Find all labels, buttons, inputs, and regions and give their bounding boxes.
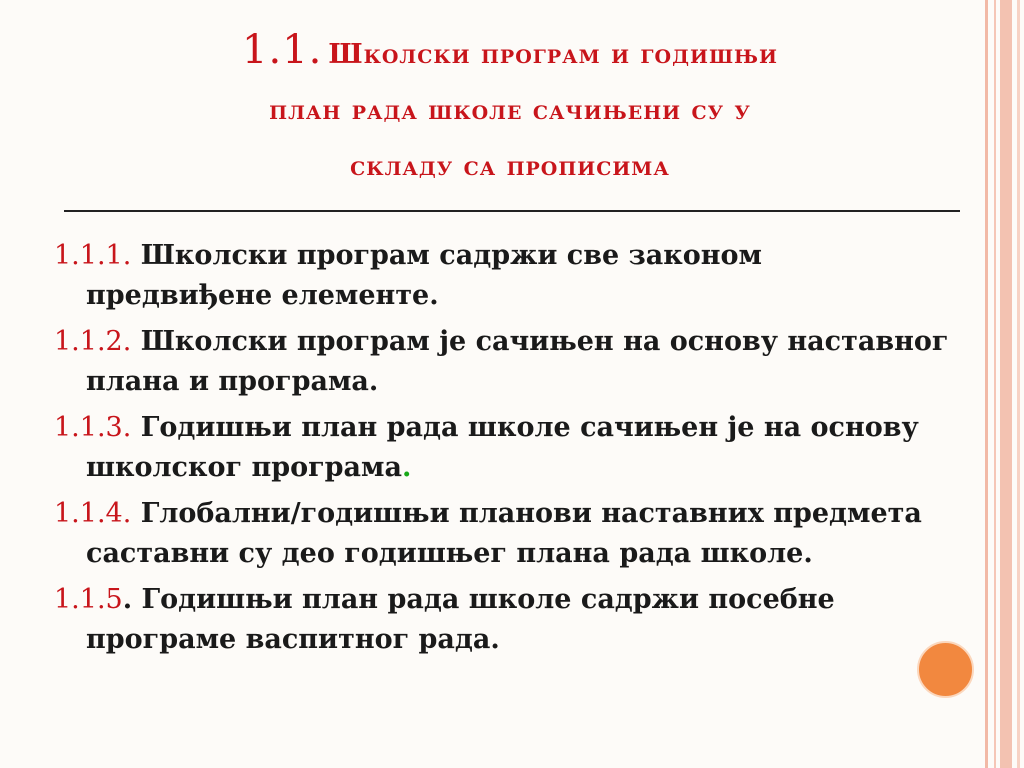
title-line-2: план рада школе сачињени су у (269, 95, 751, 126)
title-text-1: Школски програм и годишњи (328, 39, 778, 70)
item-number: 1.1.1. (54, 240, 132, 271)
item-number: 1.1.4. (54, 498, 132, 529)
item-number: 1.1.2. (54, 326, 132, 357)
item-trailing-dot: . (401, 452, 412, 483)
slide-title (80, 22, 940, 195)
item-text: Глобални/годишњи планови наставних предмета саставни су део годишњег плана рада школе. (86, 498, 922, 569)
item-text: . Годишњи план рада школе садржи посебне програме васпитног рада. (86, 584, 835, 655)
item-list (54, 236, 954, 666)
title-line-3: складу са прописима (350, 151, 670, 182)
item-number: 1.1.3. (54, 412, 132, 443)
list-item (54, 494, 954, 574)
stripe (1000, 0, 1012, 768)
item-text: Школски програм садржи све законом предвиђене елементе. (86, 240, 762, 311)
item-number: 1.1.5 (54, 584, 123, 615)
stripe (994, 0, 996, 768)
stripe (1017, 0, 1020, 768)
title-number: 1.1. (242, 27, 323, 73)
title-separator (64, 210, 960, 212)
list-item (54, 580, 954, 660)
decorative-circle (917, 641, 974, 698)
item-text: Школски програм је сачињен на основу наставног плана и програма. (86, 326, 949, 397)
list-item (54, 322, 954, 402)
item-text: Годишњи план рада школе сачињен је на основу школског програма (86, 412, 919, 483)
list-item (54, 236, 954, 316)
list-item (54, 408, 954, 488)
title-line-1 (80, 22, 940, 83)
stripe (985, 0, 988, 768)
decorative-stripes (982, 0, 1024, 768)
